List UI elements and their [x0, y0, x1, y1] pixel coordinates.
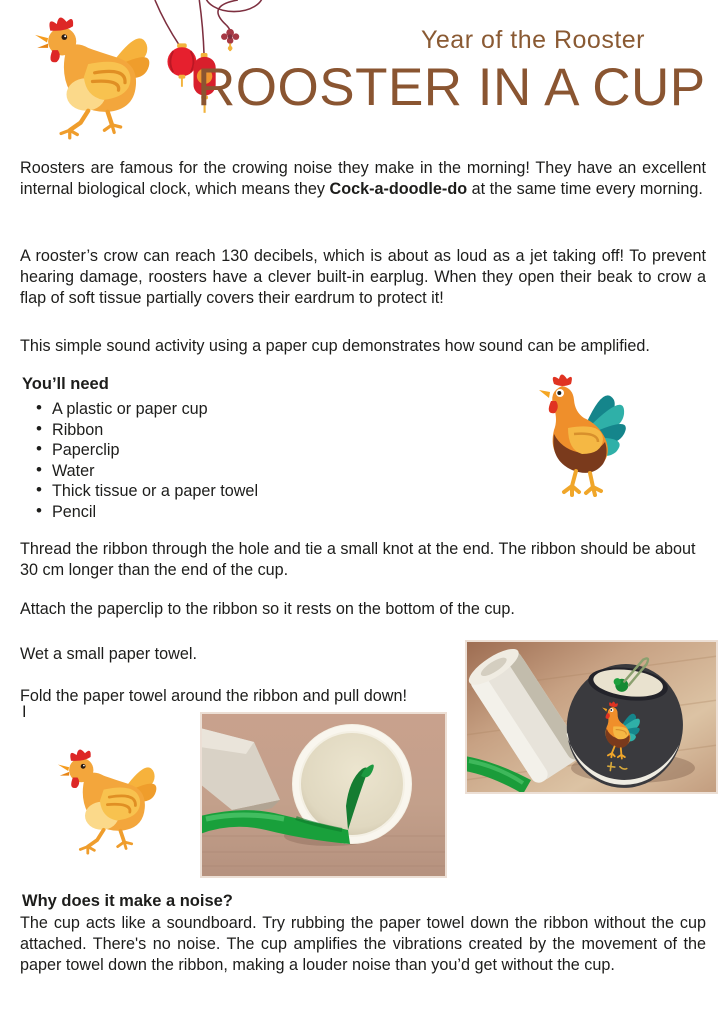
step-thread-ribbon: Thread the ribbon through the hole and tie a small knot at the end. The ribbon should be about 30 cm longer than the end of the cup.	[20, 540, 696, 579]
step-fold-towel: Fold the paper towel around the ribbon and pull down!	[20, 687, 407, 705]
list-item: • A plastic or paper cup	[22, 399, 258, 420]
intro-paragraph-2: A rooster’s crow can reach 130 decibels, which is about as loud as a jet taking off! To prevent hearing damage, roosters have a clever built-in earplug. When they open their beak to crow a flap of soft tissue partially covers their eardrum to protect it!	[20, 247, 706, 307]
list-item: • Paperclip	[22, 440, 258, 461]
photo-upside-down-cup	[465, 640, 718, 794]
list-item: • Thick tissue or a paper towel	[22, 481, 258, 502]
explanation-heading: Why does it make a noise?	[22, 892, 233, 910]
materials-list	[22, 399, 258, 523]
step-attach-paperclip: Attach the paperclip to the ribbon so it rests on the bottom of the cup.	[20, 600, 515, 618]
intro-paragraph-3: This simple sound activity using a paper cup demonstrates how sound can be amplified.	[20, 337, 650, 355]
list-item: • Pencil	[22, 502, 258, 523]
hen-clipart-icon	[57, 742, 169, 856]
intro-paragraph-1	[20, 158, 706, 200]
materials-heading: You’ll need	[22, 375, 109, 393]
intro-p1-bold-phrase: Cock-a-doodle-do	[329, 180, 468, 198]
photo-cup-interior	[200, 712, 447, 878]
intro-p1-text-end: at the same time every morning.	[467, 180, 703, 198]
rooster-clipart-icon	[532, 372, 632, 502]
list-item: • Ribbon	[22, 420, 258, 441]
step-wet-towel: Wet a small paper towel.	[20, 645, 197, 663]
explanation-body: The cup acts like a soundboard. Try rubbing the paper towel down the ribbon without the cup attached. There's no noise. The cup amplifies the vibrations created by the movement of the paper towel down the ribbon, making a louder noise than you’d get without the cup.	[20, 914, 706, 974]
page-title: ROOSTER IN A CUP	[197, 58, 706, 117]
stray-character: I	[22, 703, 27, 721]
list-item: • Water	[22, 461, 258, 482]
intro-p1-text: Roosters are famous for the crowing noise they make in the morning! They have an excellent internal biological clock, which means they	[20, 159, 706, 198]
page-subtitle: Year of the Rooster	[421, 26, 645, 54]
